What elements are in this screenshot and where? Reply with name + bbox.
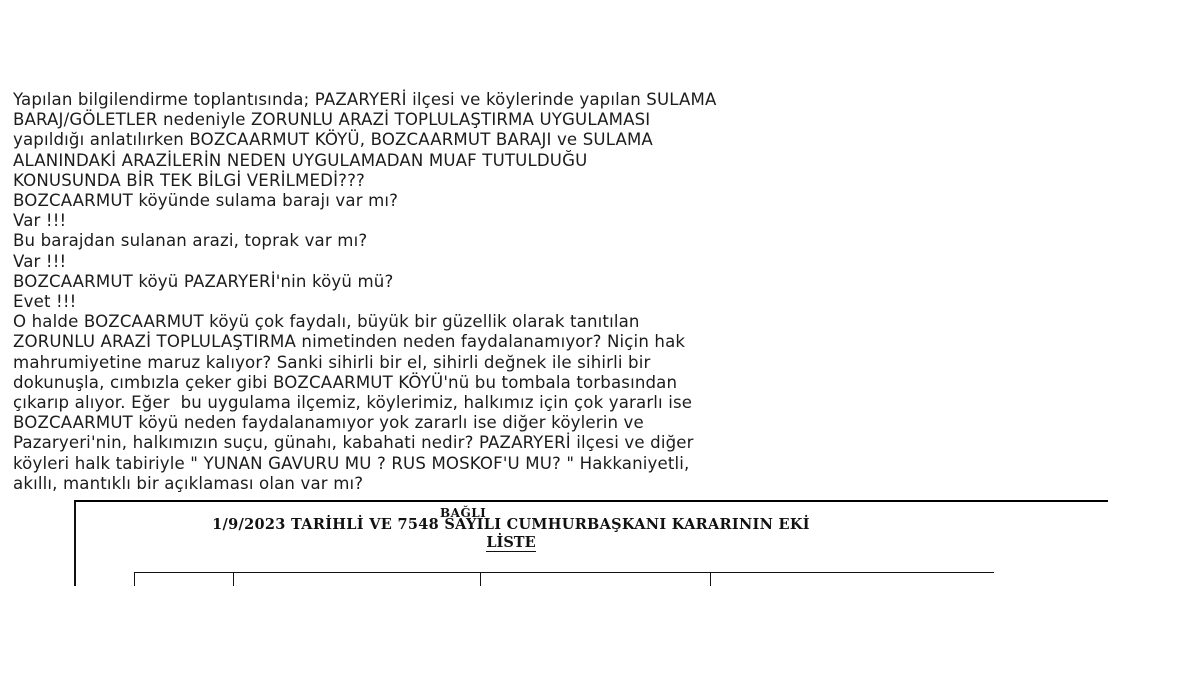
post-line: Bu barajdan sulanan arazi, toprak var mı?	[13, 231, 368, 251]
post-line: mahrumiyetine maruz kalıyor? Sanki sihirli bir el, sihirli değnek ile sihirli bir	[13, 352, 651, 372]
table-column-divider	[710, 573, 711, 586]
post-line: çıkarıp alıyor. Eğer bu uygulama ilçemiz, köylerimiz, halkımız için çok yararlı ise	[13, 393, 693, 413]
decree-subheading	[76, 534, 946, 551]
post-line: BARAJ/GÖLETLER nedeniyle ZORUNLU ARAZİ TOPLULAŞTIRMA UYGULAMASI	[13, 110, 651, 130]
post-line: BOZCAARMUT köyü neden faydalanamıyor yok zararlı ise diğer köylerin ve	[13, 413, 644, 433]
post-line: Var !!!	[13, 251, 67, 271]
post-line: dokunuşla, cımbızla çeker gibi BOZCAARMUT KÖYÜ'nü bu tombala torbasından	[13, 372, 678, 392]
post-line: Evet !!!	[13, 292, 77, 312]
post-line: KONUSUNDA BİR TEK BİLGİ VERİLMEDİ???	[13, 170, 366, 190]
post-line: ZORUNLU ARAZİ TOPLULAŞTIRMA nimetinden neden faydalanamıyor? Niçin hak	[13, 332, 686, 352]
decree-list-table	[134, 572, 994, 586]
post-line: O halde BOZCAARMUT köyü çok faydalı, büyük bir güzellik olarak tanıtılan	[13, 312, 640, 332]
post-line: Pazaryeri'nin, halkımızın suçu, günahı, kabahati nedir? PAZARYERİ ilçesi ve diğer	[13, 433, 694, 453]
post-body-text	[13, 90, 1163, 494]
post-line: akıllı, mantıklı bir açıklaması olan var mı?	[13, 473, 364, 493]
post-line: Var !!!	[13, 211, 67, 231]
post-line: köyleri halk tabiriyle " YUNAN GAVURU MU ? RUS MOSKOF'U MU? " Hakkaniyetli,	[13, 453, 690, 473]
decree-subheading-text: LİSTE	[486, 534, 536, 551]
post-line: Yapılan bilgilendirme toplantısında; PAZARYERİ ilçesi ve köylerinde yapılan SULAMA	[13, 90, 717, 109]
table-column-divider	[233, 573, 234, 586]
table-column-divider	[480, 573, 481, 586]
table-header-cell: BAĞLI	[440, 506, 487, 520]
post-line: ALANINDAKİ ARAZİLERİN NEDEN UYGULAMADAN MUAF TUTULDUĞU	[13, 150, 588, 170]
decree-heading: 1/9/2023 TARİHLİ VE 7548 SAYILI CUMHURBAŞKANI KARARININ EKİ	[212, 516, 810, 533]
post-line: yapıldığı anlatılırken BOZCAARMUT KÖYÜ, BOZCAARMUT BARAJI ve SULAMA	[13, 130, 653, 150]
decree-document-image	[74, 500, 1108, 586]
post-line: BOZCAARMUT köyü PAZARYERİ'nin köyü mü?	[13, 271, 394, 291]
post-line: BOZCAARMUT köyünde sulama barajı var mı?	[13, 191, 399, 211]
